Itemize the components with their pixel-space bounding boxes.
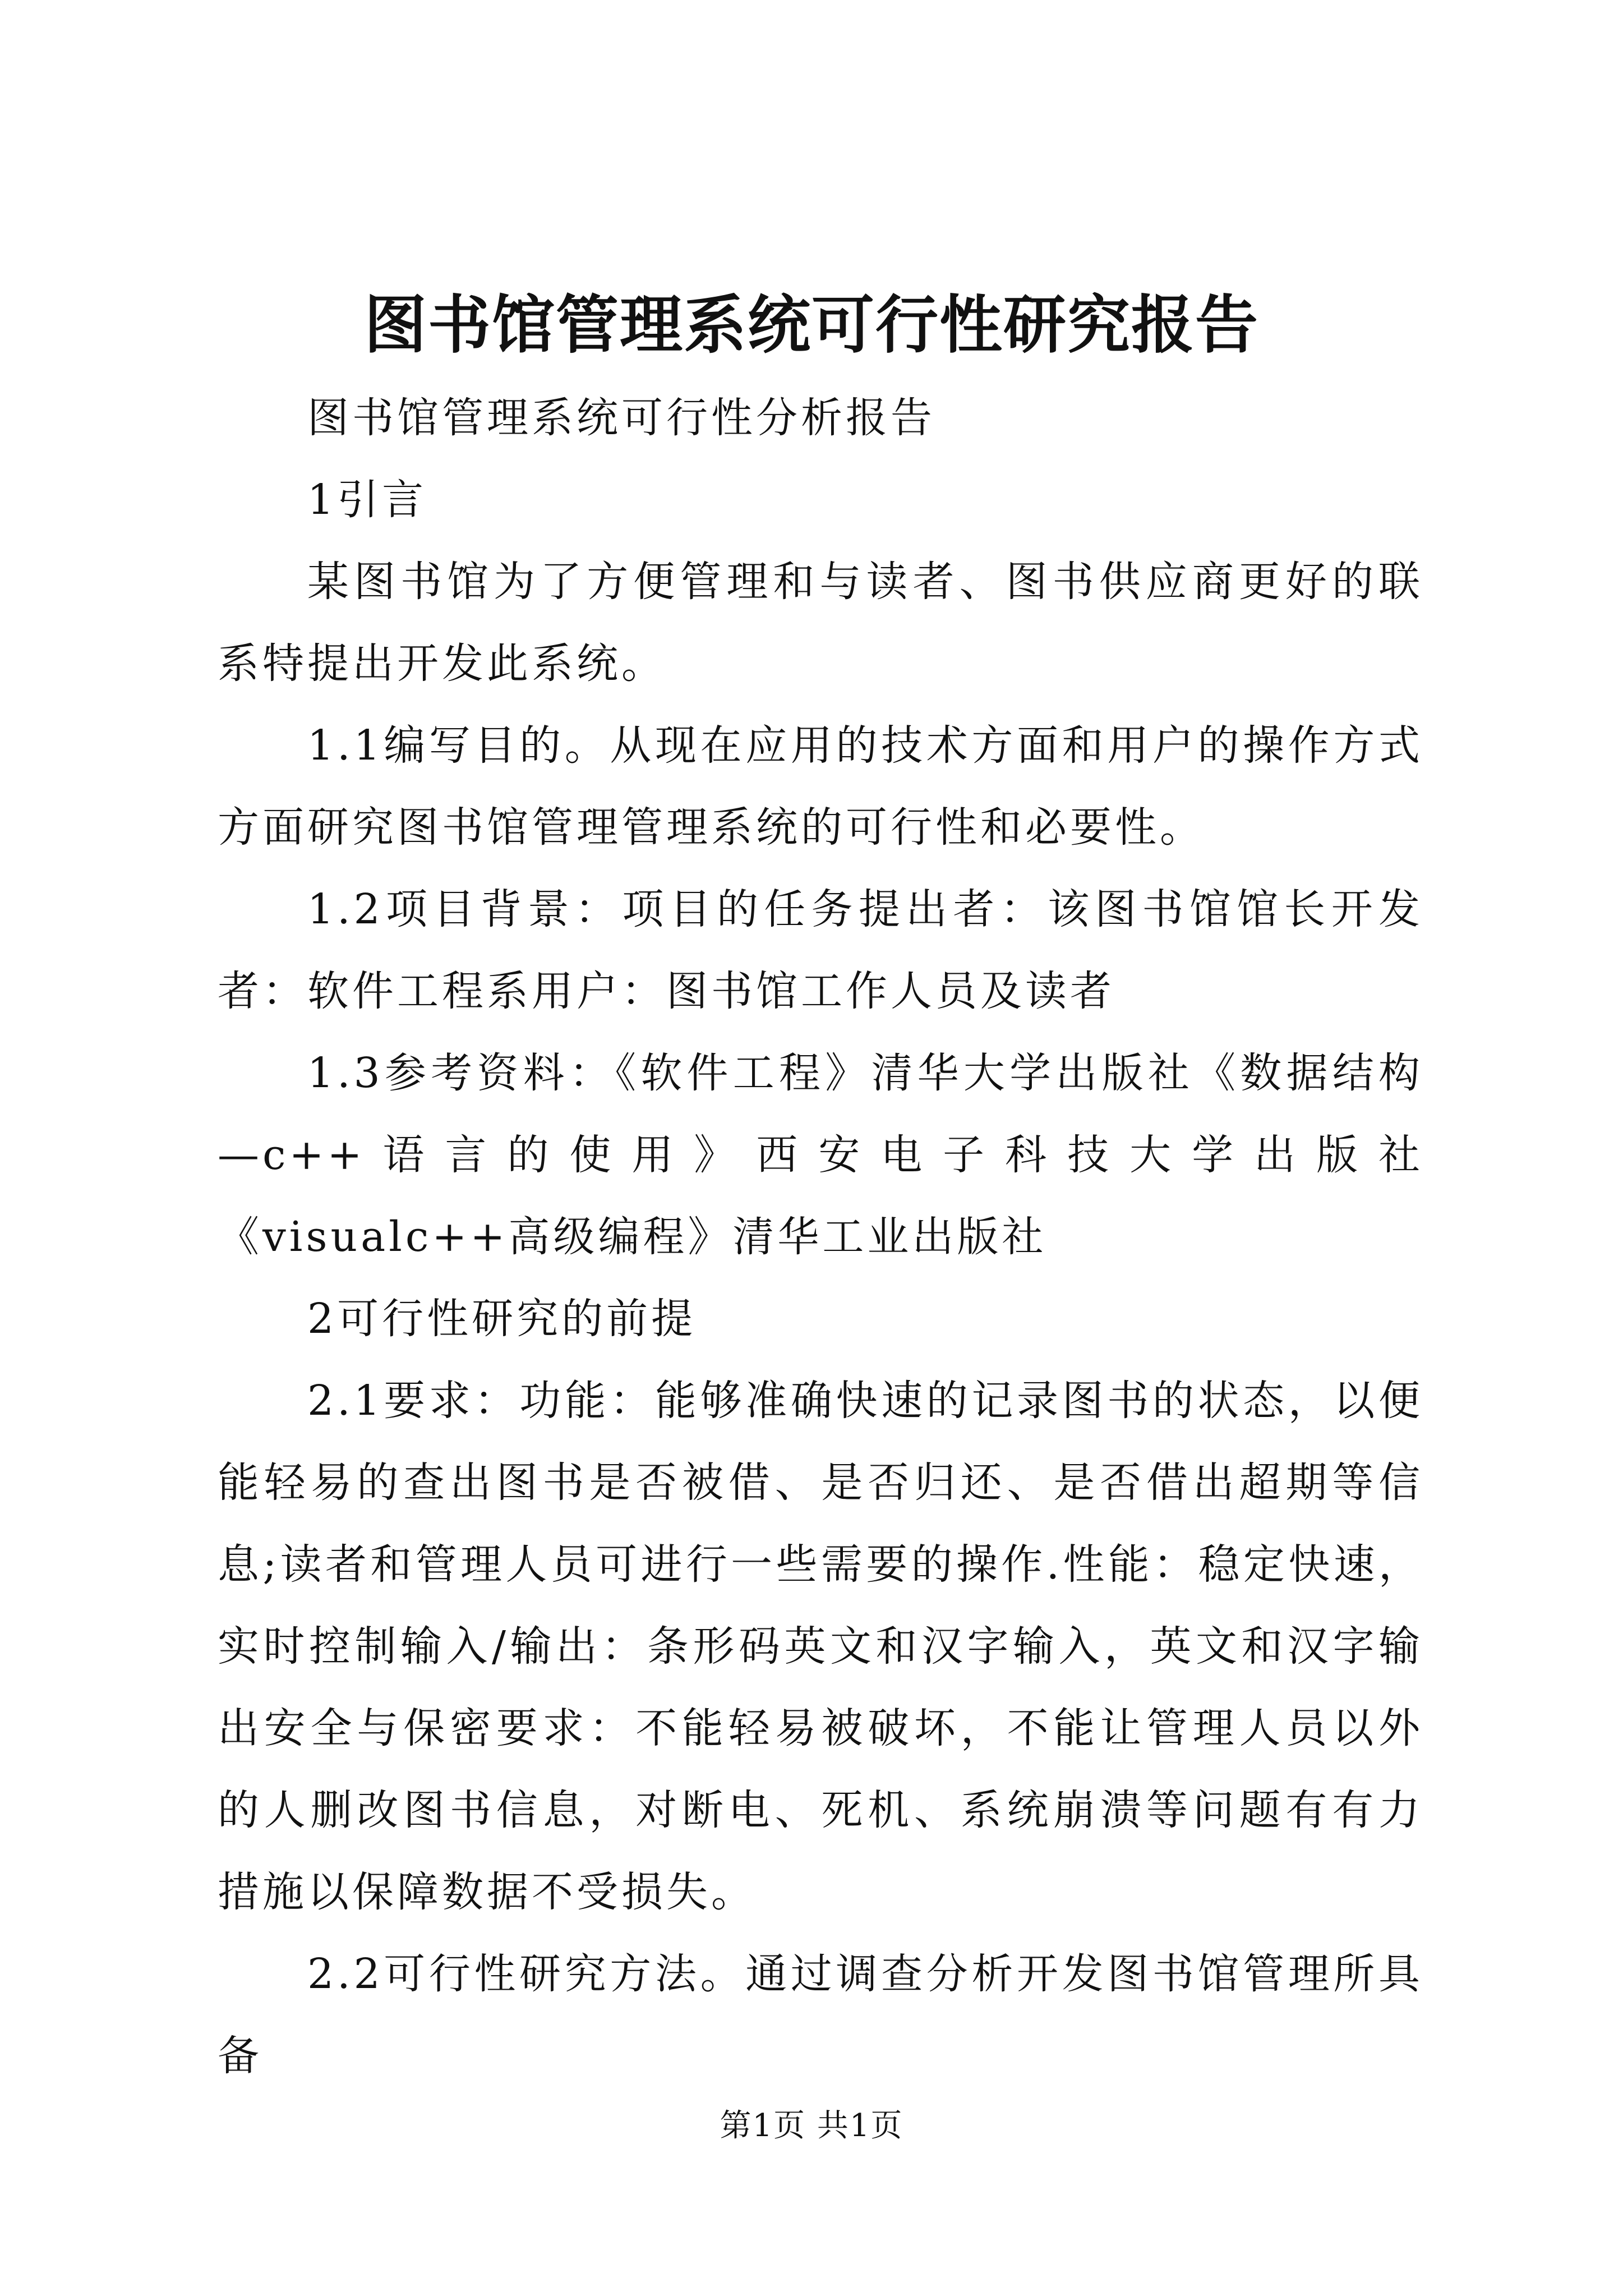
document-body (218, 377, 1423, 2097)
paragraph-1-2-background: 1.2项目背景：项目的任务提出者：该图书馆馆长开发者：软件工程系用户：图书馆工作人员及读者 (218, 885, 1423, 1015)
paragraph-2-2-method: 2.2可行性研究方法。通过调查分析开发图书馆管理所具备 (218, 1950, 1423, 2080)
paragraph-1-3-references: 1.3参考资料：《软件工程》清华大学出版社《数据结构—c++语言的使用》西安电子科技大学出版社《visualc++高级编程》清华工业出版社 (218, 1049, 1423, 1261)
paragraph-intro: 某图书馆为了方便管理和与读者、图书供应商更好的联系特提出开发此系统。 (218, 558, 1423, 688)
paragraph-2-1-requirements: 2.1要求：功能：能够准确快速的记录图书的状态，以便能轻易的查出图书是否被借、是否归还、是否借出超期等信息;读者和管理人员可进行一些需要的操作.性能：稳定快速，实时控制输入/输出：条形码英文和汉字输入，英文和汉字输出安全与保密要求：不能轻易被破坏，不能让管理人员以外的人删改图书信息，对断电、死机、系统崩溃等问题有有力措施以保障数据不受损失。 (218, 1377, 1423, 1916)
paragraph-1-1-purpose: 1.1编写目的。从现在应用的技术方面和用户的操作方式方面研究图书馆管理管理系统的可行性和必要性。 (218, 721, 1423, 852)
document-title: 图书馆管理系统可行性研究报告 (364, 288, 1259, 362)
page-number-footer: 第1页 共1页 (720, 2108, 903, 2144)
paragraph-section-2-heading: 2可行性研究的前提 (307, 1295, 697, 1343)
paragraph-section-1-heading: 1引言 (307, 476, 427, 524)
paragraph-subtitle: 图书馆管理系统可行性分析报告 (307, 394, 935, 442)
